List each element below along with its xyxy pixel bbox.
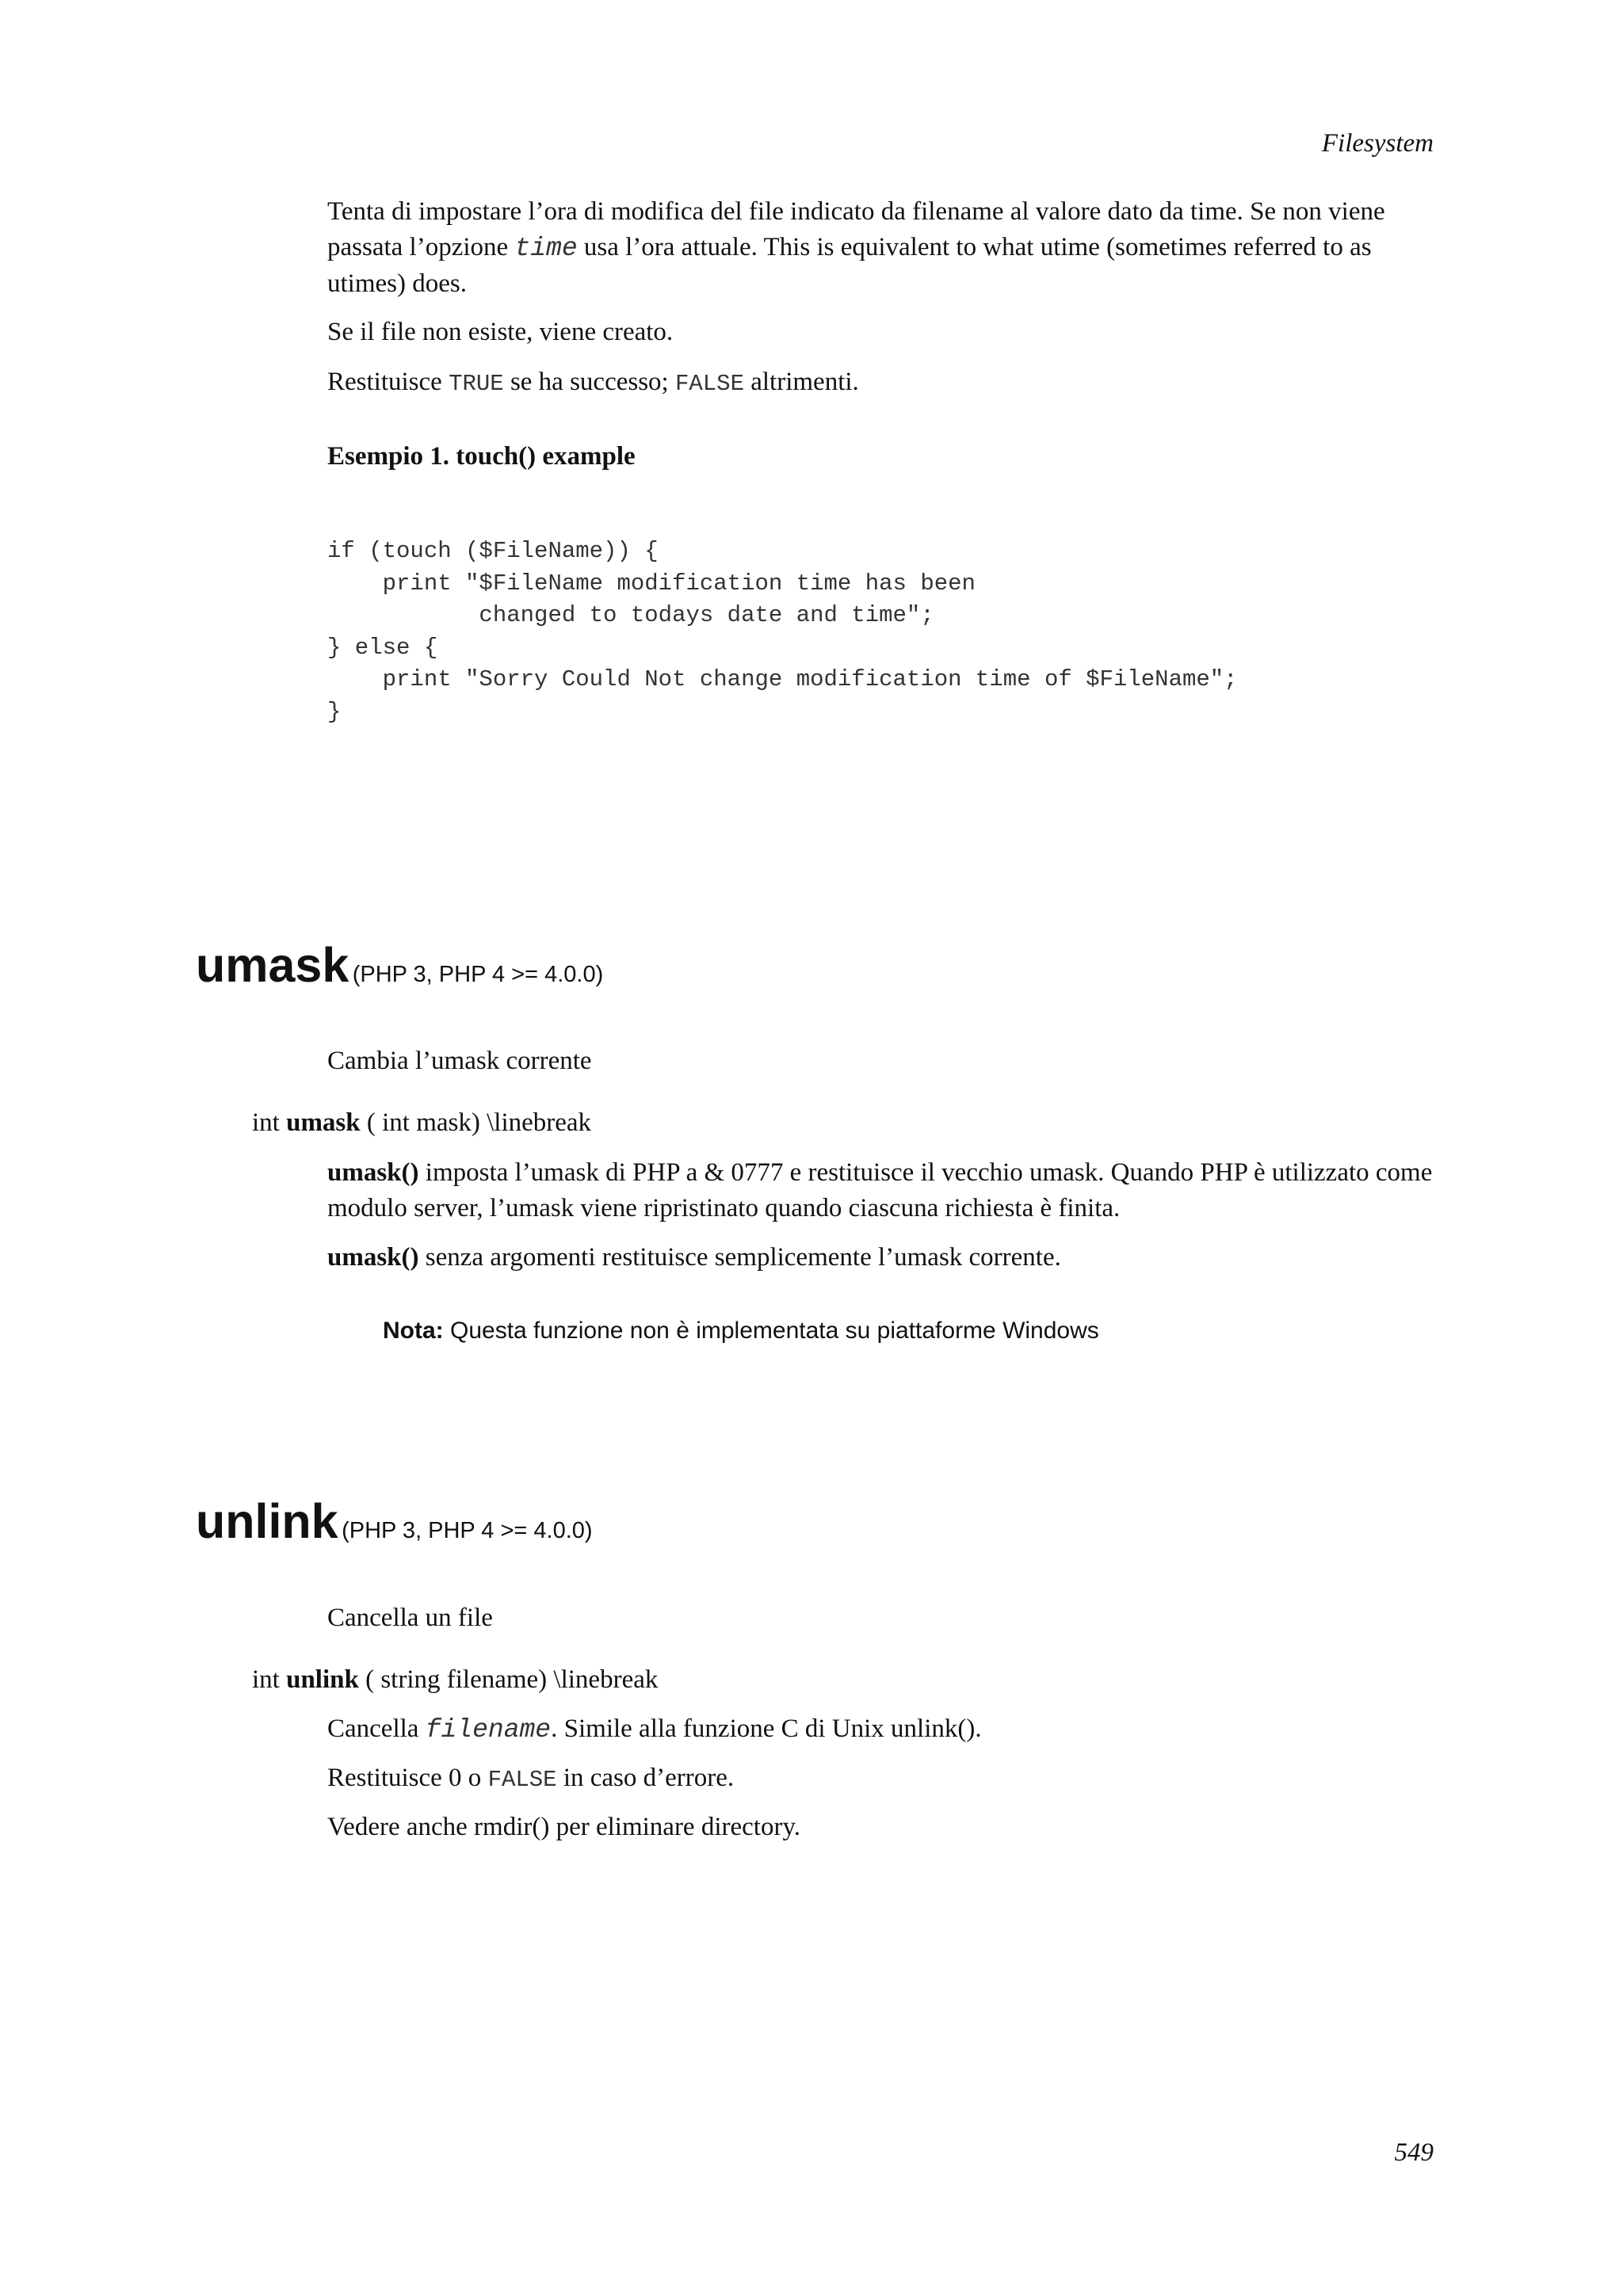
umask-no-args: umask() senza argomenti restituisce semplicemente l’umask corrente. [327, 1243, 1061, 1272]
touch-return-value: Restituisce TRUE se ha successo; FALSE altrimenti. [327, 368, 859, 397]
page-number: 549 [1394, 2138, 1434, 2167]
umask-description: umask() imposta l’umask di PHP a & 0777 e restituisce il vecchio umask. Quando PHP è utilizzato come modulo server, l’umask viene ripristinato quando ciascuna richiesta è finita. [327, 1158, 1433, 1222]
true-constant: TRUE [449, 371, 504, 397]
false-constant: FALSE [487, 1767, 557, 1793]
umask-note: Nota: Questa funzione non è implementata su piattaforme Windows [383, 1318, 1099, 1344]
umask-purpose: Cambia l’umask corrente [327, 1047, 592, 1075]
example-title: Esempio 1. touch() example [327, 442, 636, 471]
umask-section-title: umask (PHP 3, PHP 4 >= 4.0.0) [196, 938, 604, 992]
touch-note-create: Se il file non esiste, viene creato. [327, 318, 674, 346]
unlink-section-title: unlink (PHP 3, PHP 4 >= 4.0.0) [196, 1494, 593, 1548]
unlink-synopsis: int unlink ( string filename) \linebreak [252, 1665, 659, 1694]
unlink-description: Cancella filename. Simile alla funzione C di Unix unlink(). [327, 1714, 982, 1745]
unlink-return-value: Restituisce 0 o FALSE in caso d’errore. [327, 1764, 735, 1793]
time-parameter: time [514, 234, 578, 263]
unlink-purpose: Cancella un file [327, 1604, 493, 1632]
umask-synopsis: int umask ( int mask) \linebreak [252, 1108, 592, 1137]
false-constant: FALSE [674, 371, 744, 397]
filename-parameter: filename [425, 1715, 552, 1745]
running-header: Filesystem [1321, 129, 1434, 158]
unlink-see-also: Vedere anche rmdir() per eliminare directory. [327, 1813, 801, 1841]
touch-description: Tenta di impostare l’ora di modifica del file indicato da filename al valore dato da time. Se non viene passata l’opzione time usa l’ora attuale. This is equivalent to what utime (sometimes referred to as utimes) does. [327, 197, 1385, 298]
code-example: if (touch ($FileName)) { print "$FileName modification time has been changed to todays date and time"; } else { print "Sorry Could Not change modification time of $FileName"; } [327, 538, 1238, 725]
